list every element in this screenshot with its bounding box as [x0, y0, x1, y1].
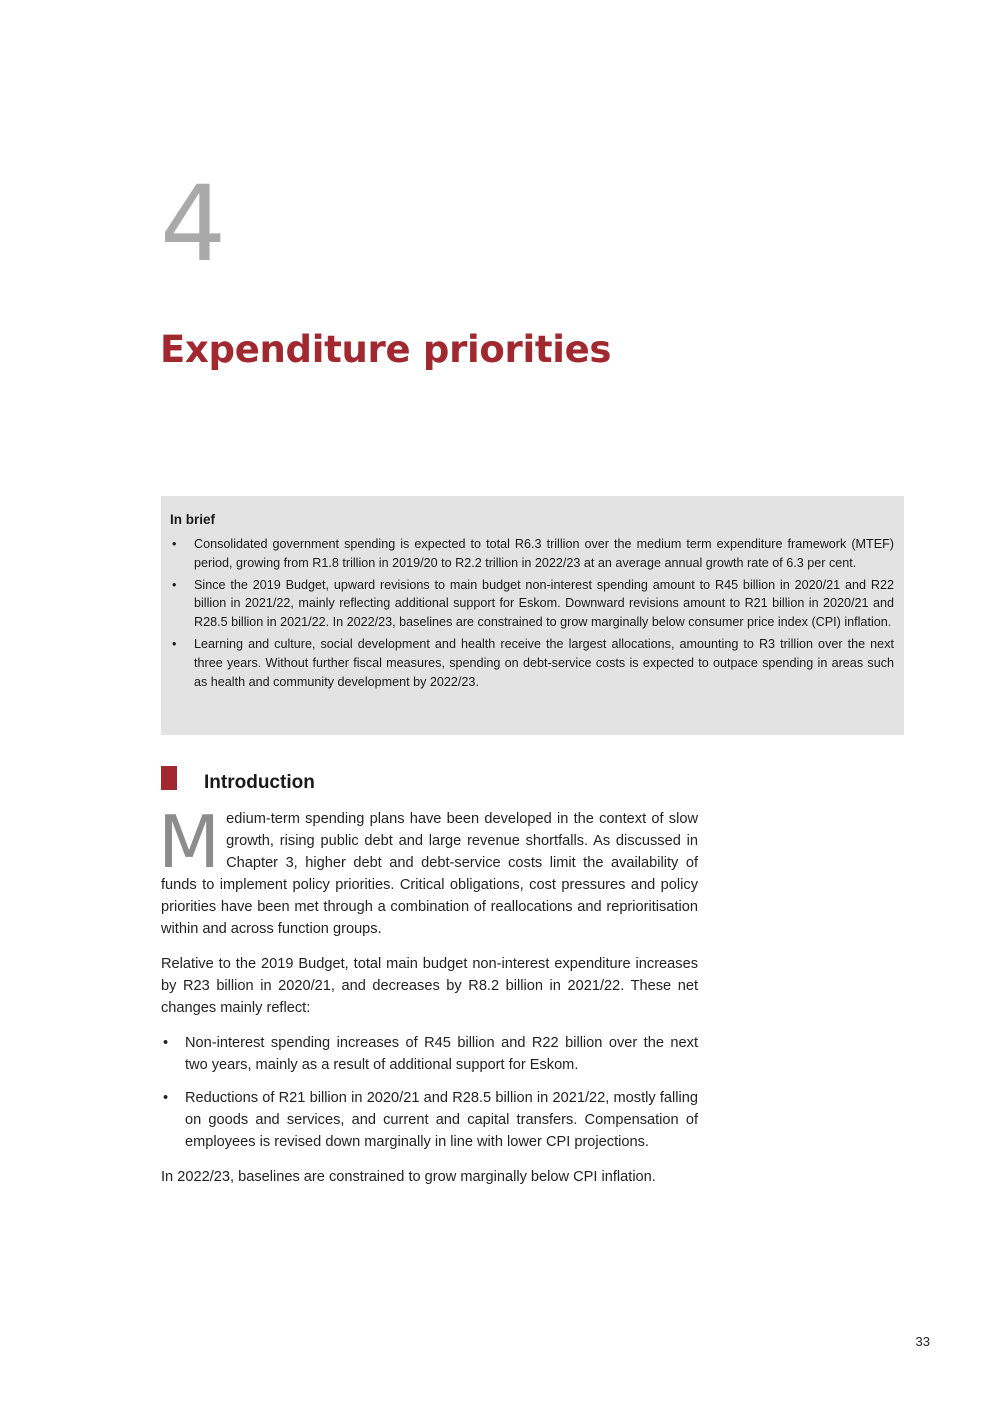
list-item-text: Reductions of R21 billion in 2020/21 and R28.5 billion in 2021/22, mostly falling on goods and services, and current and capital transfers. Compensation of employees is revised down marginally in line with lower CPI projections.	[185, 1090, 698, 1150]
in-brief-item-text: Learning and culture, social development and health receive the largest allocations, amounting to R3 trillion over the next three years. Without further fiscal measures, spending on debt-service costs is expected to outpace spending in areas such as health and community development by 2022/23.	[194, 636, 894, 689]
in-brief-title: In brief	[170, 512, 216, 527]
bullet-icon: •	[172, 537, 177, 551]
drop-cap: M	[158, 800, 221, 884]
intro-paragraph-text: edium-term spending plans have been developed in the context of slow growth, rising public debt and large revenue shortfalls. As discussed in Chapter 3, higher debt and debt-service costs limit the availability of funds to implement policy priorities. Critical obligations, cost pressures and policy priorities have been met through a combination of reallocations and reprioritisation within and across function groups.	[161, 811, 698, 937]
in-brief-list	[170, 535, 894, 691]
in-brief-item	[170, 635, 894, 691]
section-heading: Introduction	[204, 772, 315, 793]
bullet-list	[161, 1032, 698, 1153]
body-text	[158, 800, 698, 1201]
bullet-icon: •	[172, 636, 177, 651]
paragraph: Relative to the 2019 Budget, total main budget non-interest expenditure increases by R23 billion in 2020/21, and decreases by R8.2 billion in 2021/22. These net changes mainly reflect:	[161, 956, 698, 1016]
bullet-icon: •	[163, 1090, 169, 1106]
list-item	[161, 1032, 698, 1076]
in-brief-item	[170, 576, 894, 632]
page-number: 33	[915, 1334, 930, 1349]
section-marker-icon	[161, 766, 177, 790]
chapter-title: Expenditure priorities	[160, 328, 612, 371]
list-item-text: Non-interest spending increases of R45 billion and R22 billion over the next two years, mainly as a result of additional support for Eskom.	[185, 1035, 698, 1073]
bullet-icon: •	[163, 1035, 169, 1051]
in-brief-item	[170, 535, 894, 573]
intro-paragraph	[158, 800, 698, 940]
list-item	[161, 1087, 698, 1153]
paragraph: In 2022/23, baselines are constrained to grow marginally below CPI inflation.	[161, 1169, 656, 1185]
in-brief-box	[161, 496, 904, 735]
in-brief-item-text: Since the 2019 Budget, upward revisions to main budget non-interest spending amount to R45 billion in 2020/21 and R22 billion in 2021/22, mainly reflecting additional support for Eskom. Downward revisions amount to R21 billion in 2020/21 and R28.5 billion in 2021/22. In 2022/23, baselines are constrained to grow marginally below consumer price index (CPI) inflation.	[194, 577, 894, 630]
chapter-number: 4	[160, 163, 227, 285]
bullet-icon: •	[172, 577, 177, 592]
in-brief-item-text: Consolidated government spending is expected to total R6.3 trillion over the medium term expenditure framework (MTEF) period, growing from R1.8 trillion in 2019/20 to R2.2 trillion in 2022/23 at an average annual growth rate of 6.3 per cent.	[194, 537, 894, 570]
